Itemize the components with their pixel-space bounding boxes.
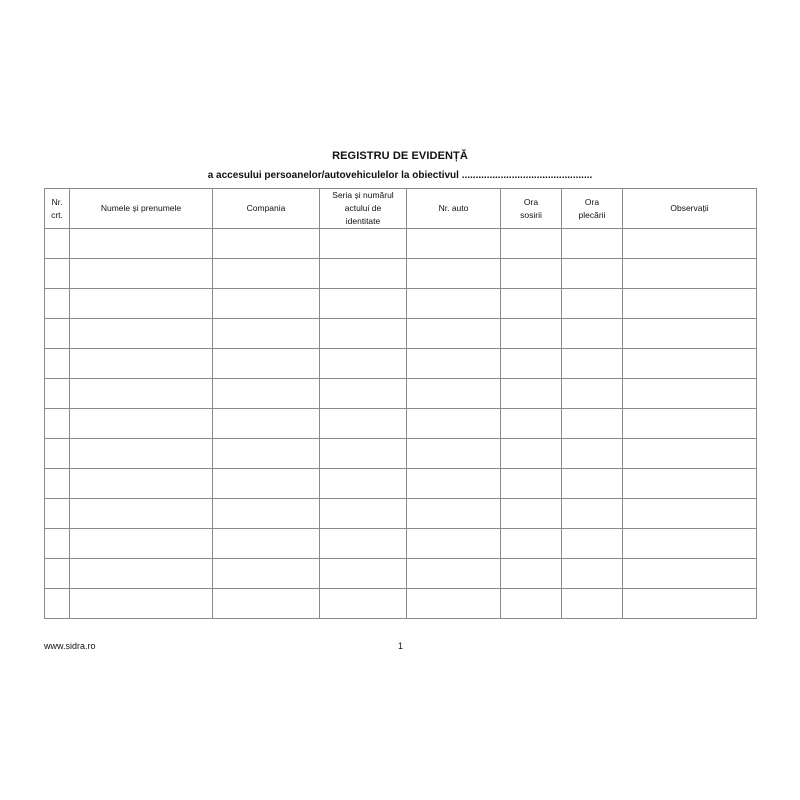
- table-cell[interactable]: [623, 559, 757, 589]
- table-row: [45, 409, 757, 439]
- table-cell[interactable]: [623, 289, 757, 319]
- table-cell[interactable]: [213, 529, 320, 559]
- table-cell[interactable]: [213, 589, 320, 619]
- table-cell[interactable]: [45, 469, 70, 499]
- table-cell[interactable]: [501, 349, 562, 379]
- table-row: [45, 469, 757, 499]
- table-row: [45, 589, 757, 619]
- table-cell[interactable]: [213, 409, 320, 439]
- header-row: [45, 189, 757, 229]
- table-cell[interactable]: [501, 439, 562, 469]
- table-row: [45, 439, 757, 469]
- table-cell[interactable]: [45, 499, 70, 529]
- table-cell[interactable]: [213, 259, 320, 289]
- document-subtitle: a accesului persoanelor/autovehiculelor la obiectivul ...............................................: [207, 170, 593, 181]
- table-cell[interactable]: [623, 349, 757, 379]
- table-cell[interactable]: [623, 469, 757, 499]
- table-cell[interactable]: [45, 229, 70, 259]
- table-cell[interactable]: [562, 559, 623, 589]
- table-cell[interactable]: [562, 289, 623, 319]
- table-cell[interactable]: [320, 439, 407, 469]
- table-cell[interactable]: [45, 409, 70, 439]
- table-cell[interactable]: [45, 289, 70, 319]
- column-header-observations: Observații: [623, 189, 757, 229]
- table-cell[interactable]: [70, 469, 213, 499]
- table-cell[interactable]: [623, 529, 757, 559]
- table-cell[interactable]: [562, 469, 623, 499]
- table-cell[interactable]: [623, 499, 757, 529]
- table-cell[interactable]: [320, 379, 407, 409]
- table-cell[interactable]: [562, 229, 623, 259]
- column-header-company: Compania: [213, 189, 320, 229]
- table-cell[interactable]: [45, 259, 70, 289]
- table-cell[interactable]: [623, 439, 757, 469]
- table-cell[interactable]: [320, 559, 407, 589]
- table-cell[interactable]: [501, 409, 562, 439]
- table-cell[interactable]: [562, 349, 623, 379]
- document-title: REGISTRU DE EVIDENȚĂ: [332, 150, 468, 162]
- table-cell[interactable]: [407, 259, 501, 289]
- table-cell[interactable]: [562, 499, 623, 529]
- column-header-nr-crt: Nr. crt.: [45, 189, 70, 229]
- table-cell[interactable]: [501, 319, 562, 349]
- table-cell[interactable]: [320, 409, 407, 439]
- table-cell[interactable]: [45, 589, 70, 619]
- table-cell[interactable]: [320, 349, 407, 379]
- table-cell[interactable]: [45, 439, 70, 469]
- table-cell[interactable]: [213, 469, 320, 499]
- table-cell[interactable]: [562, 409, 623, 439]
- table-cell[interactable]: [45, 349, 70, 379]
- table-cell[interactable]: [70, 379, 213, 409]
- table-cell[interactable]: [213, 229, 320, 259]
- table-cell[interactable]: [70, 439, 213, 469]
- table-cell[interactable]: [407, 379, 501, 409]
- table-cell[interactable]: [213, 349, 320, 379]
- table-cell[interactable]: [623, 319, 757, 349]
- table-cell[interactable]: [320, 319, 407, 349]
- table-cell[interactable]: [45, 319, 70, 349]
- table-cell[interactable]: [45, 529, 70, 559]
- table-cell[interactable]: [501, 229, 562, 259]
- table-cell[interactable]: [407, 439, 501, 469]
- table-cell[interactable]: [213, 439, 320, 469]
- table-row: [45, 319, 757, 349]
- table-cell[interactable]: [623, 589, 757, 619]
- table-cell[interactable]: [213, 319, 320, 349]
- table-row: [45, 229, 757, 259]
- table-cell[interactable]: [562, 379, 623, 409]
- table-cell[interactable]: [407, 319, 501, 349]
- table-cell[interactable]: [562, 529, 623, 559]
- table-cell[interactable]: [623, 379, 757, 409]
- table-cell[interactable]: [562, 439, 623, 469]
- table-cell[interactable]: [562, 259, 623, 289]
- table-row: [45, 259, 757, 289]
- table-cell[interactable]: [501, 559, 562, 589]
- table-cell[interactable]: [213, 379, 320, 409]
- table-cell[interactable]: [70, 289, 213, 319]
- table-cell[interactable]: [45, 379, 70, 409]
- table-row: [45, 349, 757, 379]
- footer-website: www.sidra.ro: [44, 641, 96, 651]
- column-header-departure-time: Ora plecării: [562, 189, 623, 229]
- table-cell[interactable]: [70, 349, 213, 379]
- table-cell[interactable]: [501, 499, 562, 529]
- table-cell[interactable]: [45, 559, 70, 589]
- table-cell[interactable]: [407, 469, 501, 499]
- table-cell[interactable]: [407, 529, 501, 559]
- table-cell[interactable]: [407, 589, 501, 619]
- table-cell[interactable]: [501, 289, 562, 319]
- table-cell[interactable]: [70, 319, 213, 349]
- table-cell[interactable]: [501, 529, 562, 559]
- table-cell[interactable]: [407, 289, 501, 319]
- table-cell[interactable]: [70, 259, 213, 289]
- table-cell[interactable]: [70, 499, 213, 529]
- table-cell[interactable]: [501, 379, 562, 409]
- table-cell[interactable]: [70, 559, 213, 589]
- footer-page-number: 1: [398, 641, 404, 651]
- table-row: [45, 499, 757, 529]
- column-header-id-document: Seria și numărul actului de identitate: [320, 189, 407, 229]
- table-cell[interactable]: [320, 289, 407, 319]
- table-cell[interactable]: [623, 229, 757, 259]
- table-cell[interactable]: [320, 259, 407, 289]
- table-cell[interactable]: [320, 529, 407, 559]
- table-row: [45, 529, 757, 559]
- table-cell[interactable]: [213, 499, 320, 529]
- table-cell[interactable]: [70, 529, 213, 559]
- table-cell[interactable]: [562, 319, 623, 349]
- table-cell[interactable]: [213, 559, 320, 589]
- table-cell[interactable]: [320, 229, 407, 259]
- table-cell[interactable]: [320, 589, 407, 619]
- table-cell[interactable]: [70, 589, 213, 619]
- table-cell[interactable]: [407, 229, 501, 259]
- table-row: [45, 289, 757, 319]
- table-cell[interactable]: [501, 259, 562, 289]
- table-cell[interactable]: [623, 259, 757, 289]
- table-cell[interactable]: [623, 409, 757, 439]
- table-cell[interactable]: [501, 469, 562, 499]
- table-cell[interactable]: [501, 589, 562, 619]
- register-body: [45, 229, 757, 619]
- table-cell[interactable]: [407, 499, 501, 529]
- table-cell[interactable]: [320, 499, 407, 529]
- table-cell[interactable]: [562, 589, 623, 619]
- table-row: [45, 379, 757, 409]
- column-header-car-plate: Nr. auto: [407, 189, 501, 229]
- table-cell[interactable]: [407, 559, 501, 589]
- table-cell[interactable]: [70, 409, 213, 439]
- table-row: [45, 559, 757, 589]
- table-cell[interactable]: [407, 409, 501, 439]
- column-header-arrival-time: Ora sosirii: [501, 189, 562, 229]
- register-table: [44, 188, 757, 619]
- table-cell[interactable]: [407, 349, 501, 379]
- table-cell[interactable]: [213, 289, 320, 319]
- table-cell[interactable]: [70, 229, 213, 259]
- column-header-full-name: Numele și prenumele: [70, 189, 213, 229]
- table-cell[interactable]: [320, 469, 407, 499]
